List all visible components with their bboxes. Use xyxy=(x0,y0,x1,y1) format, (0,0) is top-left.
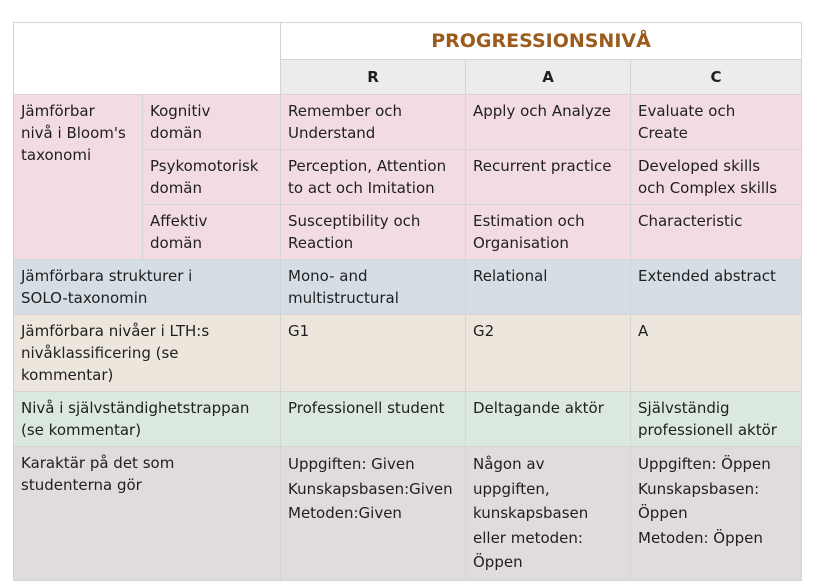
cell-a: Någon av uppgiften, kunskapsbasen eller metoden: Öppen xyxy=(466,447,631,581)
cell-c: Developed skills och Complex skills xyxy=(631,150,802,205)
cell-c: Characteristic xyxy=(631,205,802,260)
domain-label: Affektiv domän xyxy=(143,205,281,260)
sjalvstandighet-row xyxy=(14,392,802,447)
level-header-r: R xyxy=(281,60,466,95)
cell-r: Professionell student xyxy=(281,392,466,447)
level-header-a: A xyxy=(466,60,631,95)
domain-label: Kognitiv domän xyxy=(143,95,281,150)
cell-a: G2 xyxy=(466,315,631,392)
domain-label: Psykomotorisk domän xyxy=(143,150,281,205)
cell-r: Uppgiften: Given Kunskapsbasen:Given Metoden:Given xyxy=(281,447,466,581)
cell-c: Evaluate och Create xyxy=(631,95,802,150)
karaktar-row xyxy=(14,447,802,581)
cell-r: G1 xyxy=(281,315,466,392)
cell-c: Uppgiften: Öppen Kunskapsbasen: Öppen Metoden: Öppen xyxy=(631,447,802,581)
row-label: Jämförbara strukturer i SOLO-taxonomin xyxy=(14,260,281,315)
progression-title: PROGRESSIONSNIVÅ xyxy=(281,23,802,60)
row-label: Jämförbara nivåer i LTH:s nivåklassificering (se kommentar) xyxy=(14,315,281,392)
cell-a: Recurrent practice xyxy=(466,150,631,205)
solo-row xyxy=(14,260,802,315)
row-label: Karaktär på det som studenterna gör xyxy=(14,447,281,581)
cell-c: Självständig professionell aktör xyxy=(631,392,802,447)
bloom-row-cognitive xyxy=(14,95,802,150)
cell-r: Mono- and multistructural xyxy=(281,260,466,315)
cell-a: Apply och Analyze xyxy=(466,95,631,150)
cell-c: Extended abstract xyxy=(631,260,802,315)
cell-r: Remember och Understand xyxy=(281,95,466,150)
cell-a: Deltagande aktör xyxy=(466,392,631,447)
cell-c: A xyxy=(631,315,802,392)
cell-r: Susceptibility och Reaction xyxy=(281,205,466,260)
title-row xyxy=(14,23,802,60)
level-header-c: C xyxy=(631,60,802,95)
bloom-group-label: Jämförbar nivå i Bloom's taxonomi xyxy=(14,95,143,260)
row-label: Nivå i självständighetstrappan (se kommentar) xyxy=(14,392,281,447)
progression-table xyxy=(13,22,802,581)
cell-r: Perception, Attention to act och Imitation xyxy=(281,150,466,205)
cell-a: Estimation och Organisation xyxy=(466,205,631,260)
cell-a: Relational xyxy=(466,260,631,315)
corner-blank-cell xyxy=(14,23,281,95)
lth-row xyxy=(14,315,802,392)
